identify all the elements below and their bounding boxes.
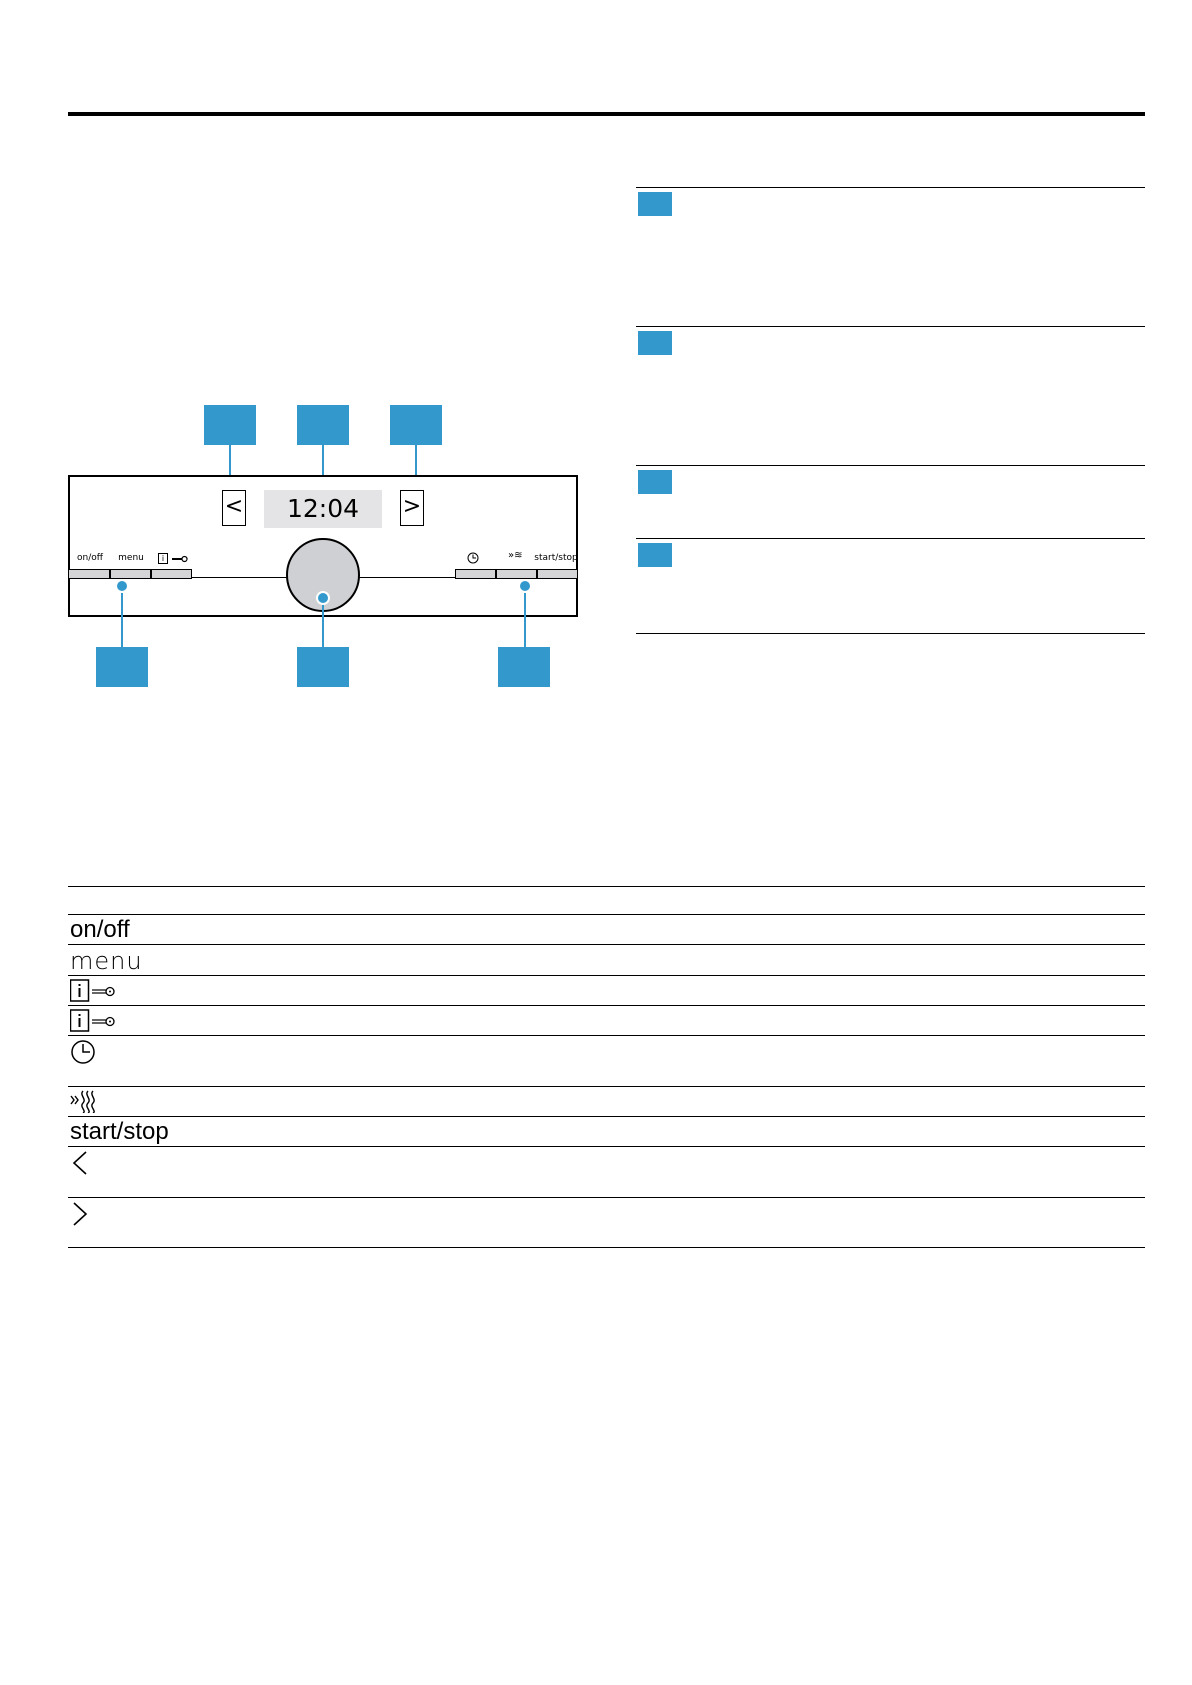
table-rule bbox=[68, 886, 1145, 887]
right-arrow-button[interactable]: > bbox=[400, 490, 424, 526]
key-icon bbox=[172, 555, 188, 563]
callout-badge bbox=[498, 647, 550, 687]
panel-line bbox=[192, 577, 288, 578]
info-icon: i bbox=[158, 553, 168, 564]
callout-dot bbox=[520, 581, 530, 591]
table-rule bbox=[68, 1146, 1145, 1147]
left-arrow-button[interactable]: < bbox=[222, 490, 246, 526]
menu-label: menu bbox=[118, 553, 144, 563]
on-off-label: on/off bbox=[77, 553, 103, 563]
table-rule bbox=[68, 1086, 1145, 1087]
callout-line bbox=[322, 597, 324, 647]
rapid-heat-icon bbox=[70, 1089, 102, 1118]
info-key-icon bbox=[70, 1008, 120, 1037]
display-time: 12:04 bbox=[286, 494, 360, 523]
table-row-on-off: on/off bbox=[70, 916, 130, 943]
info-key-button[interactable] bbox=[151, 569, 192, 579]
table-rule bbox=[68, 1005, 1145, 1006]
table-rule bbox=[68, 975, 1145, 976]
table-rule bbox=[68, 1197, 1145, 1198]
callout-badge bbox=[390, 405, 442, 445]
control-panel-diagram bbox=[0, 0, 1192, 700]
table-rule bbox=[68, 914, 1145, 915]
start-stop-button[interactable] bbox=[537, 569, 578, 579]
rapid-heat-button[interactable] bbox=[496, 569, 537, 579]
table-rule bbox=[68, 1247, 1145, 1248]
info-key-icon bbox=[70, 978, 120, 1007]
callout-line bbox=[121, 585, 123, 647]
rapid-heat-icon: »≋ bbox=[508, 550, 523, 561]
callout-badge bbox=[204, 405, 256, 445]
clock-icon bbox=[467, 552, 479, 564]
table-rule bbox=[68, 1116, 1145, 1117]
left-arrow-icon bbox=[70, 1150, 90, 1181]
callout-badge bbox=[96, 647, 148, 687]
start-stop-label: start/stop bbox=[534, 553, 578, 563]
on-off-button[interactable] bbox=[68, 569, 110, 579]
callout-line bbox=[524, 585, 526, 647]
right-arrow-icon bbox=[70, 1201, 90, 1232]
table-row-menu: menu bbox=[70, 947, 143, 975]
timer-button[interactable] bbox=[455, 569, 496, 579]
callout-badge bbox=[297, 647, 349, 687]
table-rule bbox=[68, 1035, 1145, 1036]
clock-icon bbox=[70, 1039, 96, 1070]
callout-dot bbox=[117, 581, 127, 591]
callout-dot bbox=[318, 593, 328, 603]
table-row-start-stop: start/stop bbox=[70, 1118, 169, 1145]
table-rule bbox=[68, 944, 1145, 945]
menu-button[interactable] bbox=[110, 569, 151, 579]
callout-badge bbox=[297, 405, 349, 445]
panel-line bbox=[358, 577, 456, 578]
